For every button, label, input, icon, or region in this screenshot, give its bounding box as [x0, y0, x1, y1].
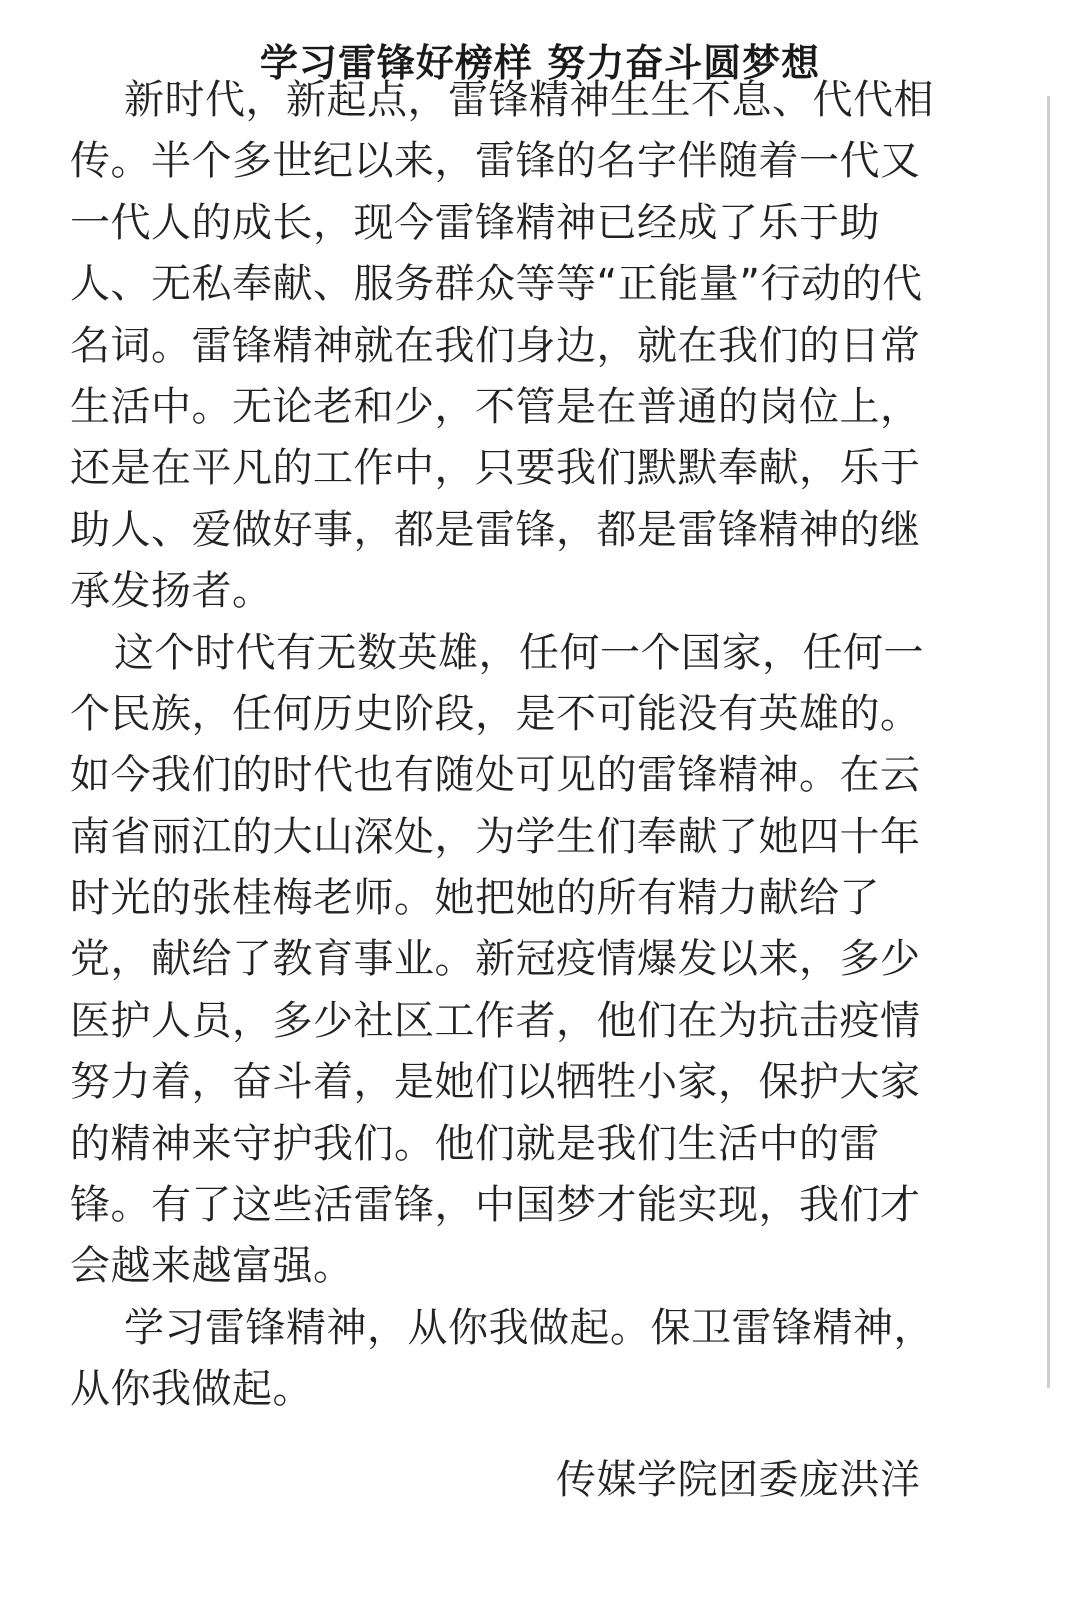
text-line: 如今我们的时代也有随处可见的雷锋精神。在云 [70, 752, 921, 799]
text-line: 的精神来守护我们。他们就是我们生活中的雷 [70, 1120, 880, 1167]
text-line: 人、无私奉献、服务群众等等“正能量”行动的代 [70, 261, 923, 308]
text-line: 个民族，任何历史阶段，是不可能没有英雄的。 [70, 690, 921, 737]
text-line: 学习雷锋精神，从你我做起。保卫雷锋精神， [124, 1304, 934, 1351]
text-line: 还是在平凡的工作中，只要我们默默奉献，乐于 [70, 445, 921, 492]
paragraph-2 [70, 623, 975, 1298]
text-line: 医护人员，多少社区工作者，他们在为抗击疫情 [70, 997, 921, 1044]
text-line: 从你我做起。 [70, 1366, 313, 1413]
paragraph-3 [70, 1298, 975, 1421]
article-title: 学习雷锋好榜样 努力奋斗圆梦想 [259, 41, 821, 86]
right-edge-divider [1047, 96, 1050, 1388]
text-line: 锋。有了这些活雷锋，中国梦才能实现，我们才 [70, 1182, 921, 1229]
text-line: 会越来越富强。 [70, 1243, 354, 1290]
text-line: 党，献给了教育事业。新冠疫情爆发以来，多少 [70, 936, 921, 983]
text-line: 新时代，新起点，雷锋精神生生不息、代代相 [124, 77, 934, 123]
text-line: 生活中。无论老和少，不管是在普通的岗位上， [70, 383, 921, 430]
text-line: 时光的张桂梅老师。她把她的所有精力献给了 [70, 875, 880, 922]
text-line: 名词。雷锋精神就在我们身边，就在我们的日常 [70, 322, 921, 369]
text-line: 传。半个多世纪以来，雷锋的名字伴随着一代又 [70, 138, 921, 185]
paragraph-1 [70, 70, 975, 623]
text-line: 助人、爱做好事，都是雷锋，都是雷锋精神的继 [70, 506, 921, 553]
text-line: 一代人的成长，现今雷锋精神已经成了乐于助 [70, 199, 880, 246]
author-signature: 传媒学院团委庞洪洋 [556, 1457, 921, 1503]
text-line: 承发扬者。 [70, 568, 273, 615]
article-body [70, 70, 975, 1421]
text-line: 南省丽江的大山深处，为学生们奉献了她四十年 [70, 813, 921, 860]
text-line: 这个时代有无数英雄，任何一个国家，任何一 [114, 629, 924, 676]
text-line: 努力着，奋斗着，是她们以牺牲小家，保护大家 [70, 1059, 921, 1106]
